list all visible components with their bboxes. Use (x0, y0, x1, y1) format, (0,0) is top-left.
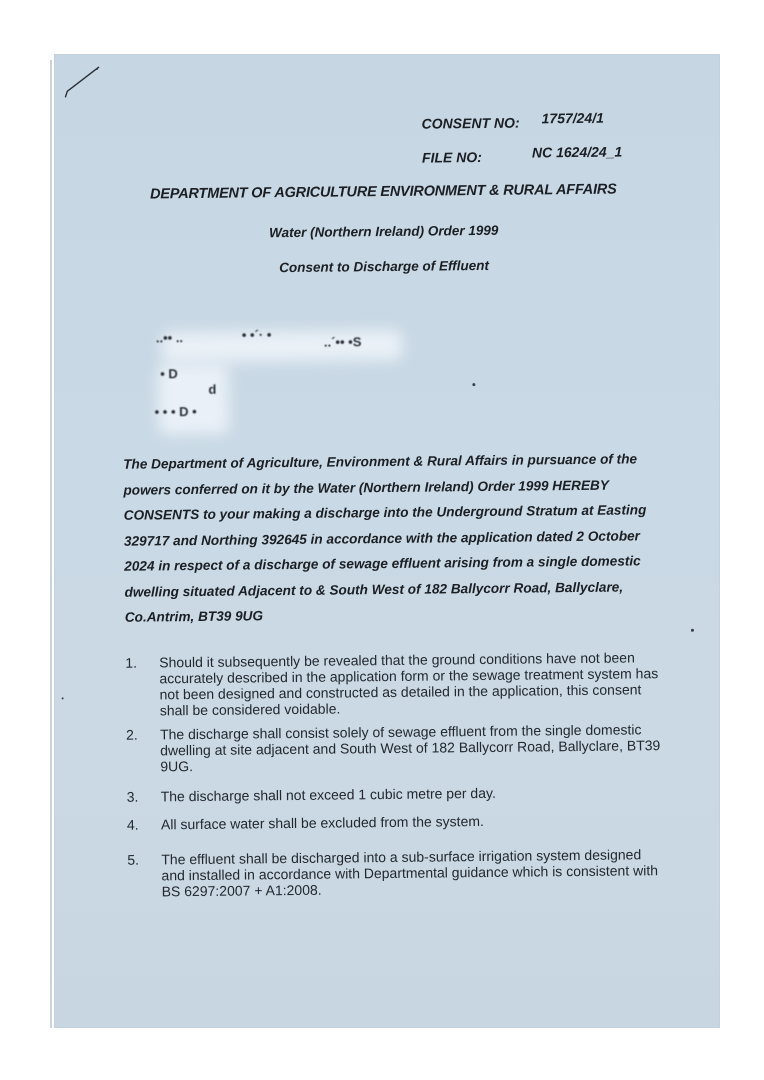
condition-text: The effluent shall be discharged into a sub-surface irrigation system designed and installed in accordance with Departmental guidance which is consistent with BS 6297:2007 + A1:2008. (161, 846, 659, 900)
consent-number-value: 1757/24/1 (541, 109, 604, 127)
pen-tick-mark (63, 65, 103, 99)
condition-number: 2. (125, 726, 138, 743)
scan-speck (62, 697, 64, 699)
condition-text: The discharge shall not exceed 1 cubic metre per day. (160, 784, 496, 805)
file-number-value: NC 1624/24_1 (531, 143, 623, 161)
address-fragment: d (208, 381, 217, 397)
address-fragment: • D (160, 366, 178, 382)
scan-speck (472, 383, 475, 386)
department-heading: DEPARTMENT OF AGRICULTURE ENVIRONMENT & RURAL AFFAIRS (149, 181, 617, 203)
file-number-label: FILE NO: (421, 148, 482, 166)
condition-item (127, 846, 662, 902)
conditions-list (125, 649, 663, 902)
file-number-line (421, 143, 682, 170)
consent-number-line (421, 109, 682, 136)
address-fragment: ..•• .. (155, 330, 184, 346)
condition-item (125, 649, 661, 727)
condition-number: 4. (126, 816, 139, 833)
condition-number: 5. (127, 851, 140, 868)
consent-number-label: CONSENT NO: (421, 114, 520, 132)
address-fragment: • • • D • (154, 403, 197, 420)
address-fragment: • •´· • (241, 327, 272, 343)
address-fragment: ..´•• •S (323, 334, 362, 350)
pursuance-paragraph: The Department of Agriculture, Environment & Rural Affairs in pursuance of the powers conferred on it by the Water (Northern Ireland) Order 1999 HEREBY CONSENTS to your making a discharge into the Underground Stratum at Easting 329717 and Northing 392645 in accordance with the application dated 2 October 2024 in respect of a discharge of sewage effluent arising from a single domestic dwelling situated Adjacent to & South West of 182 Ballycorr Road, Ballyclare, Co.Antrim, BT39 9UG (123, 451, 647, 625)
subject-heading: Consent to Discharge of Effluent (279, 257, 490, 276)
legislation-heading: Water (Northern Ireland) Order 1999 (269, 222, 499, 241)
document-content (49, 51, 725, 1032)
condition-number: 1. (125, 654, 138, 671)
condition-text: The discharge shall consist solely of sewage effluent from the single domestic dwelling at site adjacent and South West of 182 Ballycorr Road, Ballyclare, BT39 9UG. (159, 721, 661, 775)
condition-text: All surface water shall be excluded from the system. (160, 813, 484, 833)
condition-item (126, 721, 662, 789)
condition-item (127, 811, 662, 852)
scan-speck (691, 629, 694, 632)
scanned-page (54, 54, 720, 1028)
condition-text: Should it subsequently be revealed that the ground conditions have not been accurately described in the application form or the sewage treatment system has not been designed and constructed as detailed in the application, this consent shall be considered voidable. (159, 649, 659, 719)
condition-number: 3. (126, 788, 139, 805)
redacted-address-block (152, 326, 413, 439)
